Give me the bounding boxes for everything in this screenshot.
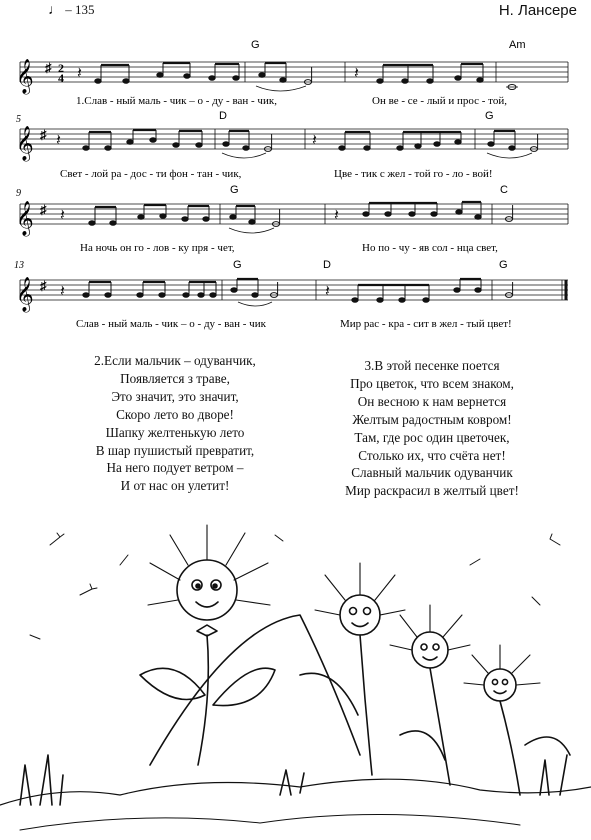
svg-text:𝄽: 𝄽 bbox=[325, 283, 330, 300]
chord-row-1-b: Am bbox=[509, 39, 526, 51]
chord-row-4-c: G bbox=[499, 259, 508, 271]
key-signature-sharp: ♯ bbox=[40, 202, 47, 217]
svg-text:𝄽: 𝄽 bbox=[56, 132, 61, 149]
measure-number-row-2: 5 bbox=[16, 114, 21, 125]
chord-row-2-a: D bbox=[219, 110, 227, 122]
treble-clef-icon: 𝄞 bbox=[16, 127, 34, 160]
verse-line: Шапку желтенькую лето bbox=[105, 424, 245, 440]
dandelion-face-third bbox=[412, 632, 448, 668]
lyrics-row-1-a: 1.Слав - ный маль - чик – о - ду - ван - чик, bbox=[76, 95, 277, 107]
time-signature-bottom: 4 bbox=[58, 71, 64, 85]
dandelion-face-big bbox=[177, 560, 237, 620]
key-signature-sharp: ♯ bbox=[40, 278, 47, 293]
svg-text:𝄽: 𝄽 bbox=[77, 65, 82, 82]
svg-text:𝄽: 𝄽 bbox=[60, 207, 65, 224]
chord-row-4-a: G bbox=[233, 259, 242, 271]
treble-clef-icon: 𝄞 bbox=[16, 278, 34, 311]
notes-row-3 bbox=[60, 202, 513, 233]
verse-3 bbox=[312, 357, 552, 500]
dandelion-face-middle bbox=[340, 595, 380, 635]
lyrics-row-3-b: Но по - чу - яв сол - нца свет, bbox=[362, 242, 498, 254]
measure-number-row-3: 9 bbox=[16, 188, 21, 199]
composer-name: Н. Лансере bbox=[498, 2, 577, 19]
svg-text:𝄽: 𝄽 bbox=[60, 283, 65, 300]
lyrics-row-4-a: Слав - ный маль - чик – о - ду - ван - чик bbox=[76, 318, 266, 330]
lyrics-row-4-b: Мир рас - кра - сит в жел - тый цвет! bbox=[340, 318, 512, 330]
svg-text:𝄽: 𝄽 bbox=[312, 132, 317, 149]
key-signature-sharp: ♯ bbox=[40, 127, 47, 142]
verse-line: Появляется з траве, bbox=[120, 370, 230, 386]
verse-line: Скоро лето во дворе! bbox=[116, 406, 234, 422]
measure-number-row-4: 13 bbox=[14, 260, 24, 271]
treble-clef-icon: 𝄞 bbox=[16, 202, 34, 235]
verse-line: Столько их, что счёта нет! bbox=[358, 447, 506, 463]
verse-line: Славный мальчик одуванчик bbox=[351, 465, 513, 481]
verse-line: Он весною к нам вернется bbox=[357, 393, 507, 409]
key-signature-sharp: ♯ bbox=[45, 60, 52, 75]
lyrics-row-3-a: На ночь он го - лов - ку пря - чет, bbox=[80, 242, 235, 254]
lyrics-row-2-a: Свет - лой ра - дос - ти фон - тан - чик, bbox=[60, 168, 242, 180]
verse-line: 2.Если мальчик – одуванчик, bbox=[94, 353, 256, 368]
lyrics-row-1-b: Он ве - се - лый и прос - той, bbox=[372, 95, 507, 107]
verse-line: 3.В этой песенке поется bbox=[364, 358, 500, 373]
verse-2 bbox=[60, 352, 290, 495]
verse-line: Это значит, это значит, bbox=[111, 388, 239, 404]
chord-row-3-a: G bbox=[230, 184, 239, 196]
dandelion-face-small bbox=[484, 669, 516, 701]
lyrics-row-2-b: Цве - тик с жел - той го - ло - вой! bbox=[334, 168, 493, 180]
treble-clef-icon: 𝄞 bbox=[16, 60, 34, 93]
verse-line: И от нас он улетит! bbox=[120, 478, 230, 494]
verse-line: Там, где рос один цветочек, bbox=[354, 429, 510, 445]
quarter-note-glyph: ♩ bbox=[48, 3, 62, 18]
verse-line: Мир раскрасил в желтый цвет! bbox=[345, 483, 519, 499]
dandelion-illustration bbox=[0, 505, 591, 840]
tempo-value: – 135 bbox=[65, 2, 95, 17]
music-score bbox=[0, 0, 591, 345]
verse-line: На него подует ветром – bbox=[106, 460, 244, 476]
verse-line: В шар пушистый превратит, bbox=[95, 442, 255, 458]
notes-row-4 bbox=[60, 279, 513, 306]
chord-row-1-a: G bbox=[251, 39, 260, 51]
svg-text:𝄽: 𝄽 bbox=[354, 65, 359, 82]
verse-line: Желтым радостным ковром! bbox=[352, 411, 512, 427]
svg-text:𝄽: 𝄽 bbox=[334, 207, 339, 224]
time-signature-top: 2 bbox=[58, 61, 64, 75]
chord-row-2-b: G bbox=[485, 110, 494, 122]
chord-row-4-b: D bbox=[323, 259, 331, 271]
verse-line: Про цветок, что всем знаком, bbox=[350, 375, 514, 391]
chord-row-3-b: C bbox=[500, 184, 508, 196]
